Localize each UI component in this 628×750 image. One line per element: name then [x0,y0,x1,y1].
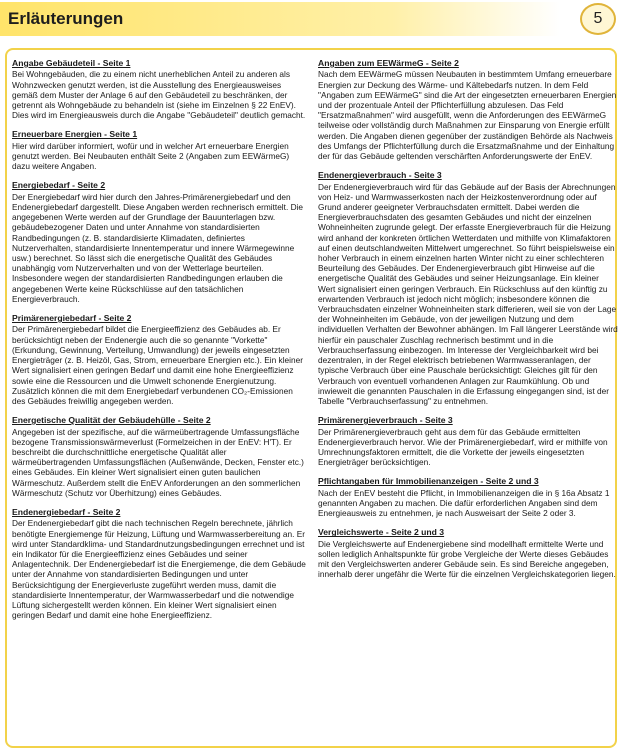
page-title: Erläuterungen [8,9,124,28]
section-heading: Energiebedarf - Seite 2 [12,180,106,191]
section-primaerenergiebedarf [12,313,306,406]
section-erneuerbare-energien [12,129,306,171]
section-energetische-qualitaet [12,415,306,498]
section-heading: Energetische Qualität der Gebäudehülle - Seite 2 [12,415,211,426]
section-vergleichswerte [318,527,618,579]
section-text: Nach dem EEWärmeG müssen Neubauten in bestimmtem Umfang erneuerbare Energien zur Deckung des Wärme- und Kältebedarfs nutzen. In dem Feld "Angaben zum EEWärmeG" sind die Art der eingesetzten erneuerbaren Energien und der prozentuale Anteil der Pflichterfüllung abzulesen. Das Feld "Ersatzmaßnahmen" wird ausgefüllt, wenn die Anforderungen des EEWärmeG teilweise oder vollständig durch Maßnahmen zur Einsparung von Energie erfüllt werden. Die Angaben dienen gegenüber der zuständigen Behörde als Nachweis des Umfangs der Pflichterfüllung durch die Ersatzmaßnahme und der Einhaltung der für das Gebäude geltenden verschärften Anforderungswerte der EnEV. [318,69,617,162]
section-angabe-gebaeudeteil [12,58,306,120]
section-heading: Primärenergieverbrauch - Seite 3 [318,415,453,426]
section-primaerenergieverbrauch [318,415,618,467]
section-text: Die Vergleichswerte auf Endenergiebene sind modellhaft ermittelte Werte und sollen lediglich Anhaltspunkte für grobe Vergleiche der Werte dieses Gebäudes mit den Vergleichswerten anderer Gebäude sein. Es sind Bereiche angegeben, innerhalb derer ungefähr die Werte für die einzelnen Vergleichskategorien liegen. [318,538,616,580]
section-heading: Endenergieverbrauch - Seite 3 [318,170,442,181]
left-column [12,58,306,629]
section-energiebedarf [12,180,306,304]
section-heading: Endenergiebedarf - Seite 2 [12,506,121,517]
section-text: Der Primärenergieverbrauch geht aus dem für das Gebäude ermittelten Endenergieverbrauch hervor. Wie der Primärenergiebedarf, wird er mithilfe von Umrechnungsfaktoren ermittelt, die die Vorkette der jeweils eingesetzten Energieträger berücksichtigen. [318,426,608,468]
section-pflichtangaben [318,476,618,518]
section-heading: Primärenergiebedarf - Seite 2 [12,313,132,324]
section-heading: Erneuerbare Energien - Seite 1 [12,129,138,140]
section-text: Der Endenergieverbrauch wird für das Gebäude auf der Basis der Abrechnungen von Heiz- und Warmwasserkosten nach der Heizkostenverordnung oder auf Grund anderer geeigneter Verbrauchsdaten ermittelt. Dabei werden die Energieverbrauchsdaten des gesamten Gebäudes und nicht der einzelnen Wohneinheiten zugrunde gelegt. Der erfasste Energieverbrauch für die Heizung wird anhand der konkreten örtlichen Wetterdaten und mithilfe von Klimafaktoren auf einen deutschlandweiten Mittelwert umgerechnet. So führt beispielsweise ein hoher Verbrauch in einem einzelnen harten Winter nicht zu einer schlechteren Beurteilung des Gebäudes. Der Endenergieverbrauch gibt Hinweise auf die energetische Qualität des Gebäudes und seiner Heizungsanlage. Ein kleiner Wert signalisiert einen geringen Verbrauch. Ein Rückschluss auf den künftig zu erwartenden Verbrauch ist jedoch nicht möglich; insbesondere können die Verbrauchsdaten einzelner Wohneinheiten stark differieren, weil sie von der Lage der Wohneinheiten im Gebäude, von der jeweiligen Nutzung und dem individuellen Verhalten der Bewohner abhängen. Im Fall längerer Leerstände wird hierfür ein pauschaler Zuschlag rechnerisch bestimmt und in die Verbrauchserfassung einbezogen. Im Interesse der Vergleichbarkeit wird bei dezentralen, in der Regel elektrisch betriebenen Warmwasseranlagen, der typische Verbrauch über eine Pauschale berücksichtigt: Gleiches gilt für den Verbrauch von eventuell vorhandenen Anlagen zur Raumkühlung. Ob und inwieweit die genannten Pauschalen in die Erfassung eingegangen sind, ist der Tabelle "Verbrauchserfassung" zu entnehmen. [318,181,618,406]
page-number-badge: 5 [580,3,616,35]
right-column [318,58,618,589]
section-heading: Pflichtangaben für Immobilienanzeigen - Seite 2 und 3 [318,476,539,487]
section-eewaermeg [318,58,618,161]
section-text: Nach der EnEV besteht die Pflicht, in Immobilienanzeigen die in § 16a Absatz 1 genannten Angaben zu machen. Die dafür erforderlichen Angaben sind dem Energieausweis zu entnehmen, je nach Ausweisart der Seite 2 oder 3. [318,487,610,519]
section-text: Hier wird darüber informiert, wofür und in welcher Art erneuerbare Energien genutzt werden. Bei Neubauten enthält Seite 2 (Angaben zum EEWärmeG) dazu weitere Angaben. [12,140,290,172]
section-endenergieverbrauch [318,170,618,406]
section-text: Angegeben ist der spezifische, auf die wärmeübertragende Umfassungsfläche bezogene Transmissionswärmeverlust (Formelzeichen in der EnEV: H'T). Er beschreibt die durchschnittliche energetische Qualität aller wärmeübertragenden Umfassungsflächen (Außenwände, Decken, Fenster etc.) eines Gebäudes. Ein kleiner Wert signalisiert einen guten baulichen Wärmeschutz. Außerdem stellt die EnEV Anforderungen an den sommerlichen Wärmeschutz (Schutz vor Überhitzung) eines Gebäudes. [12,426,304,498]
section-text: Bei Wohngebäuden, die zu einem nicht unerheblichen Anteil zu anderen als Wohnzwecken genutzt werden, ist die Ausstellung des Energieausweises gemäß dem Muster der Anlage 6 auf den Gebäudeteil zu beschränken, der getrennt als Wohngebäude zu behandeln ist (siehe im Einzelnen § 22 EnEV). Dies wird im Energieausweis durch die Angabe "Gebäudeteil" deutlich gemacht. [12,69,306,121]
section-text: Der Endenergiebedarf gibt die nach technischen Regeln berechnete, jährlich benötigte Energiemenge für Heizung, Lüftung und Warmwasserbereitung an. Er wird unter Standardklima- und Standardnutzungsbedingungen errechnet und ist ein Indikator für die Energieeffizienz eines Gebäudes und seiner Anlagentechnik. Der Endenergiebedarf ist die Energiemenge, die dem Gebäude unter der Annahme von standardisierten Bedingungen und unter Berücksichtigung der Energieverluste zugeführt werden muss, damit die standardisierte Innentemperatur, der Warmwasserbedarf und die notwendige Lüftung sichergestellt werden können. Ein kleiner Wert signalisiert einen geringen Bedarf und damit eine hohe Energieeffizienz. [12,518,306,621]
section-text: Der Energiebedarf wird hier durch den Jahres-Primärenergiebedarf und den Endenergiebedarf dargestellt. Diese Angaben werden rechnerisch ermittelt. Die angegebenen Werte werden auf der Grundlage der Bauunterlagen bzw. gebäudebezogener Daten und unter Annahme von standardisierten Randbedingungen (z. B. standardisierte Klimadaten, definiertes Nutzerverhalten, standardisierte Innentemperatur und innere Wärmegewinne usw.) berechnet. So lässt sich die energetische Qualität des Gebäudes unabhängig vom Nutzerverhalten und von der Wetterlage beurteilen. Insbesondere wegen der standardisierten Randbedingungen erlauben die angegebenen Werte keine Rückschlüsse auf den tatsächlichen Energieverbrauch. [12,191,304,304]
section-heading: Angabe Gebäudeteil - Seite 1 [12,58,131,68]
section-endenergiebedarf [12,507,306,620]
section-heading: Angaben zum EEWärmeG - Seite 2 [318,58,459,68]
page-header [0,0,628,44]
section-heading: Vergleichswerte - Seite 2 und 3 [318,527,445,538]
section-text: Der Primärenergiebedarf bildet die Energieeffizienz des Gebäudes ab. Er berücksichtigt neben der Endenergie auch die so genannte "Vorkette" (Erkundung, Gewinnung, Verteilung, Umwandlung) der jeweils eingesetzten Energieträger (z. B. Heizöl, Gas, Strom, erneuerbare Energien etc.). Ein kleiner Wert signalisiert einen geringen Bedarf und damit eine hohe Energieeffizienz sowie eine die Ressourcen und die Umwelt schonende Energienutzung. Zusätzlich können die mit dem Energiebedarf verbundenen CO₂-Emissionen des Gebäudes freiwillig angegeben werden. [12,324,303,406]
